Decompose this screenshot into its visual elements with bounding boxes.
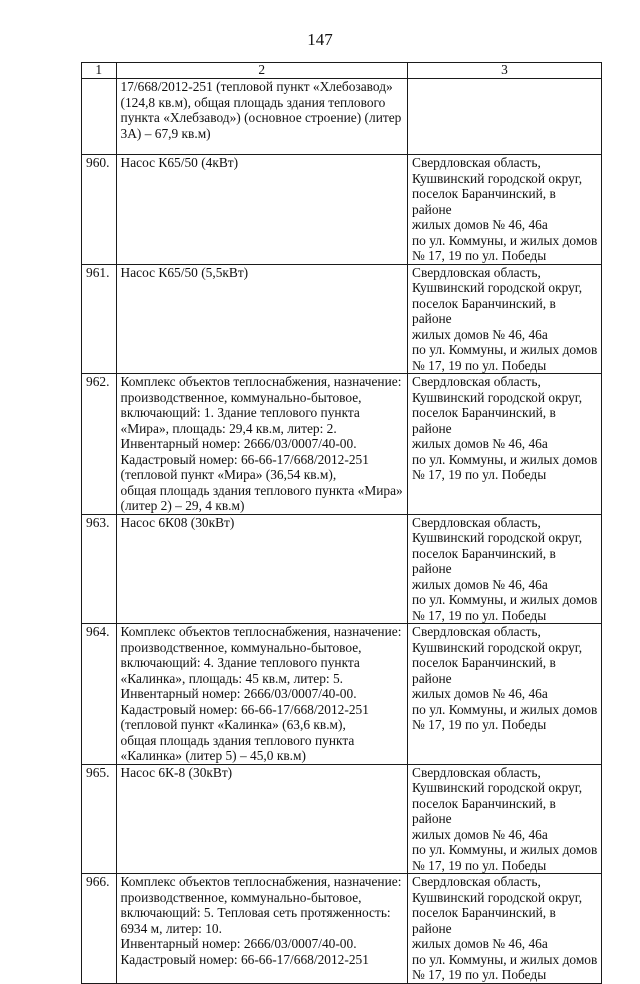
object-description: Насос 6К-8 (30кВт) (116, 764, 407, 874)
object-description: Комплекс объектов теплоснабжения, назначение: производственное, коммунально-бытовое, включающий: 4. Здание теплового пункта «Калинка», площадь: 45 кв.м, литер: 5. Инвентарный номер: 2666/03/0007/40-00. Кадастровый номер: 66-66-17/668/2012-251 (тепловой пункт «Калинка» (63,6 кв.м), общая площадь здания теплового пункта «Калинка» (литер 5) – 45,0 кв.м) (116, 624, 407, 765)
row-number: 960. (82, 155, 117, 265)
table-row (82, 155, 602, 265)
column-header-2: 2 (116, 63, 407, 79)
table-row (82, 79, 602, 155)
object-description: Комплекс объектов теплоснабжения, назначение: производственное, коммунально-бытовое, включающий: 1. Здание теплового пункта «Мира», площадь: 29,4 кв.м, литер: 2. Инвентарный номер: 2666/03/0007/40-00. Кадастровый номер: 66-66-17/668/2012-251 (тепловой пункт «Мира» (36,54 кв.м), общая площадь здания теплового пункта «Мира» (литер 2) – 29, 4 кв.м) (116, 374, 407, 515)
object-description: 17/668/2012-251 (тепловой пункт «Хлебозавод» (124,8 кв.м), общая площадь здания теплового пункта «Хлебзавод») (основное строение) (литер 3А) – 67,9 кв.м) (116, 79, 407, 155)
table-row (82, 374, 602, 515)
object-description: Насос 6К08 (30кВт) (116, 514, 407, 624)
object-address (408, 79, 602, 155)
row-number: 966. (82, 874, 117, 984)
column-header-3: 3 (408, 63, 602, 79)
object-description: Насос К65/50 (5,5кВт) (116, 264, 407, 374)
table-row (82, 624, 602, 765)
object-address: Свердловская область, Кушвинский городской округ, поселок Баранчинский, в районе жилых домов № 46, 46а по ул. Коммуны, и жилых домов № 17, 19 по ул. Победы (408, 624, 602, 765)
object-address: Свердловская область, Кушвинский городской округ, поселок Баранчинский, в районе жилых домов № 46, 46а по ул. Коммуны, и жилых домов № 17, 19 по ул. Победы (408, 874, 602, 984)
row-number: 961. (82, 264, 117, 374)
table-row (82, 764, 602, 874)
registry-table (81, 62, 602, 984)
object-address: Свердловская область, Кушвинский городской округ, поселок Баранчинский, в районе жилых домов № 46, 46а по ул. Коммуны, и жилых домов № 17, 19 по ул. Победы (408, 514, 602, 624)
row-number: 963. (82, 514, 117, 624)
object-address: Свердловская область, Кушвинский городской округ, поселок Баранчинский, в районе жилых домов № 46, 46а по ул. Коммуны, и жилых домов № 17, 19 по ул. Победы (408, 374, 602, 515)
table-row (82, 264, 602, 374)
row-number: 965. (82, 764, 117, 874)
table-row (82, 874, 602, 984)
column-header-1: 1 (82, 63, 117, 79)
row-number: 962. (82, 374, 117, 515)
object-description: Комплекс объектов теплоснабжения, назначение: производственное, коммунально-бытовое, включающий: 5. Тепловая сеть протяженность: 6934 м, литер: 10. Инвентарный номер: 2666/03/0007/40-00. Кадастровый номер: 66-66-17/668/2012-251 (116, 874, 407, 984)
page-number: 147 (307, 30, 333, 49)
row-number: 964. (82, 624, 117, 765)
object-address: Свердловская область, Кушвинский городской округ, поселок Баранчинский, в районе жилых домов № 46, 46а по ул. Коммуны, и жилых домов № 17, 19 по ул. Победы (408, 155, 602, 265)
object-description: Насос К65/50 (4кВт) (116, 155, 407, 265)
table-header-row (82, 63, 602, 79)
row-number (82, 79, 117, 155)
table-row (82, 514, 602, 624)
object-address: Свердловская область, Кушвинский городской округ, поселок Баранчинский, в районе жилых домов № 46, 46а по ул. Коммуны, и жилых домов № 17, 19 по ул. Победы (408, 264, 602, 374)
object-address: Свердловская область, Кушвинский городской округ, поселок Баранчинский, в районе жилых домов № 46, 46а по ул. Коммуны, и жилых домов № 17, 19 по ул. Победы (408, 764, 602, 874)
